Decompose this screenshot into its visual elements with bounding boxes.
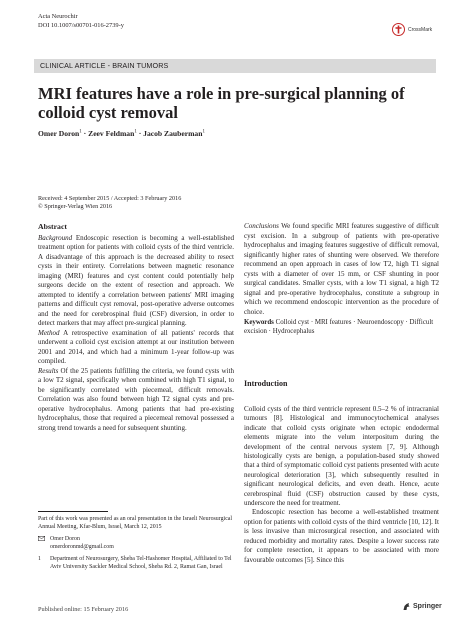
abstract-heading: Abstract: [38, 222, 68, 231]
journal-header: [38, 13, 124, 30]
abstract-conclusions: [244, 222, 439, 317]
method-label: Method: [38, 328, 60, 337]
introduction-heading: Introduction: [244, 379, 288, 388]
received-accepted-dates: Received: 4 September 2015 / Accepted: 3 February 2016: [38, 195, 182, 202]
corresponding-details: [50, 536, 114, 551]
author-separator: ·: [136, 129, 144, 138]
author-list: [38, 129, 205, 138]
journal-name: Acta Neurochir: [38, 13, 78, 20]
crossmark-icon: [392, 23, 405, 36]
conclusions-text: We found specific MRI features suggestive of difficult cyst excision. In a subgroup of patients with pre-operative hydrocephalus and imaging features suggestive of difficult removal, significantly higher rates of shunting were observed. We therefore recommend an open approach in cases of low T2, high T1 signal cysts with a diameter of over 15 mm, or CSF shunting in poor surgical candidates. Smaller cysts, with a low T1 signal, a high T2 signal and pre-operative hydrocephalus, constitute a subgroup in which we recommend endoscopic intervention as the procedure of choice.: [244, 222, 439, 316]
doi-link[interactable]: DOI 10.1007/s00701-016-2739-y: [38, 21, 124, 29]
abstract-results: [38, 367, 234, 434]
affiliation: [38, 556, 234, 571]
author-separator: ·: [81, 129, 89, 138]
author-name[interactable]: Omer Doron: [38, 129, 80, 138]
affiliation-text: Department of Neurosurgery, Sheba Tel-Hashomer Hospital, Affiliated to Tel Aviv University Sackler Medical School, Sheba Rd. 2, Ramat Gan, Israel: [50, 556, 232, 570]
published-online-date: Published online: 15 February 2016: [38, 606, 129, 613]
background-text: Endoscopic resection is becoming a well-established treatment option for patients with colloid cysts of the third ventricle. A disadvantage of this approach is the decreased ability to resect cysts in their entirety. Correlations between magnetic resonance imaging (MRI) features and cyst content could potentially help surgeons decide on the extent of resection and approach. We attempted to identify a correlation between patients' MRI imaging patterns and difficult cyst removal, post-operative adverse outcomes and the need for cerebrospinal fluid (CSF) diversion, in order to detect markers that may affect pre-surgical planning.: [38, 233, 234, 327]
footnotes: [38, 516, 234, 572]
author-affiliation-mark: 1: [79, 129, 82, 135]
springer-horse-icon: [402, 602, 411, 611]
conclusions-label: Conclusions: [244, 222, 279, 230]
author-affiliation-mark: 1: [202, 129, 205, 135]
author-name[interactable]: Zeev Feldman: [88, 129, 135, 138]
copyright-line: © Springer-Verlag Wien 2016: [38, 203, 113, 210]
affiliation-mark: 1: [38, 556, 41, 563]
corresponding-name: Omer Doron: [50, 536, 80, 543]
presentation-note: Part of this work was presented as an oral presentation in the Israeli Neurosurgical Annual Meeting, Kfar-Blum, Israel, March 12, 2015: [38, 516, 233, 530]
abstract-method: [38, 329, 234, 367]
abstract-background: [38, 234, 234, 329]
springer-logo: [402, 602, 442, 611]
method-text: A retrospective examination of all patients' records that underwent a colloid cyst excision attempt at our institution between 2001 and 2014, and which had a minimum 1-year follow-up was compiled.: [38, 328, 234, 365]
footnote-divider: [38, 511, 108, 512]
background-label: Background: [38, 233, 73, 242]
keywords: [244, 318, 439, 337]
introduction-paragraph: Colloid cysts of the third ventricle represent 0.5–2 % of intracranial tumours [8]. Histological and immunocytochemical analyses indicate that colloid cysts originate when ectopic endodermal elements migrate into the velum interpositum during the development of the central nervous system [7, 9]. Although histologically cysts are benign, a population-based study showed that a third of symptomatic colloid cyst patients presented with acute neurological deterioration [3], which subsequently resulted in significant neurological deficits, and even death. Hence, acute cerebrospinal fluid (CSF) obstruction caused by these cysts, underscore the need for treatment.: [244, 405, 439, 508]
corresponding-author: [38, 536, 234, 551]
publication-dates: [38, 195, 181, 211]
introduction-body: [244, 405, 439, 565]
springer-label: Springer: [413, 603, 442, 610]
results-label: Results: [38, 366, 59, 375]
envelope-icon: [38, 536, 45, 551]
abstract-right-column: [244, 222, 439, 317]
article-title: MRI features have a role in pre-surgical planning of colloid cyst removal: [38, 84, 405, 122]
crossmark-label: CrossMark: [408, 26, 433, 33]
corresponding-email-link[interactable]: omerdoronmd@gmail.com: [50, 543, 114, 550]
crossmark-badge[interactable]: [392, 23, 432, 36]
article-type-band: CLINICAL ARTICLE - BRAIN TUMORS: [34, 59, 436, 73]
keywords-text: Colloid cyst · MRI features · Neuroendoscopy · Difficult excision · Hydrocephalus: [244, 319, 434, 336]
introduction-paragraph: Endoscopic resection has become a well-established treatment option for patients with colloid cysts of the third ventricle [10, 12]. It is less invasive than microsurgical resection, and associated with reduced morbidity and mortality rates. Despite a lower success rate for complete resection, it appears to be associated with more favourable outcomes [5]. Since this: [244, 508, 439, 564]
keywords-label: Keywords: [244, 319, 274, 326]
author-affiliation-mark: 1: [134, 129, 137, 135]
author-name[interactable]: Jacob Zauberman: [143, 129, 203, 138]
results-text: Of the 25 patients fulfilling the criteria, we found cysts with a low T2 signal, specifically when combined with high T1 signal, to be significantly correlated with piecemeal, difficult removals. Correlation was also found between high T2 signal cysts and pre-operative hydrocephalus. Among patients that had pre-existing hydrocephalus, those that required a piecemeal removal possessed a strong trend towards a need for subsequent shunting.: [38, 366, 235, 432]
abstract-left-column: [38, 222, 234, 433]
